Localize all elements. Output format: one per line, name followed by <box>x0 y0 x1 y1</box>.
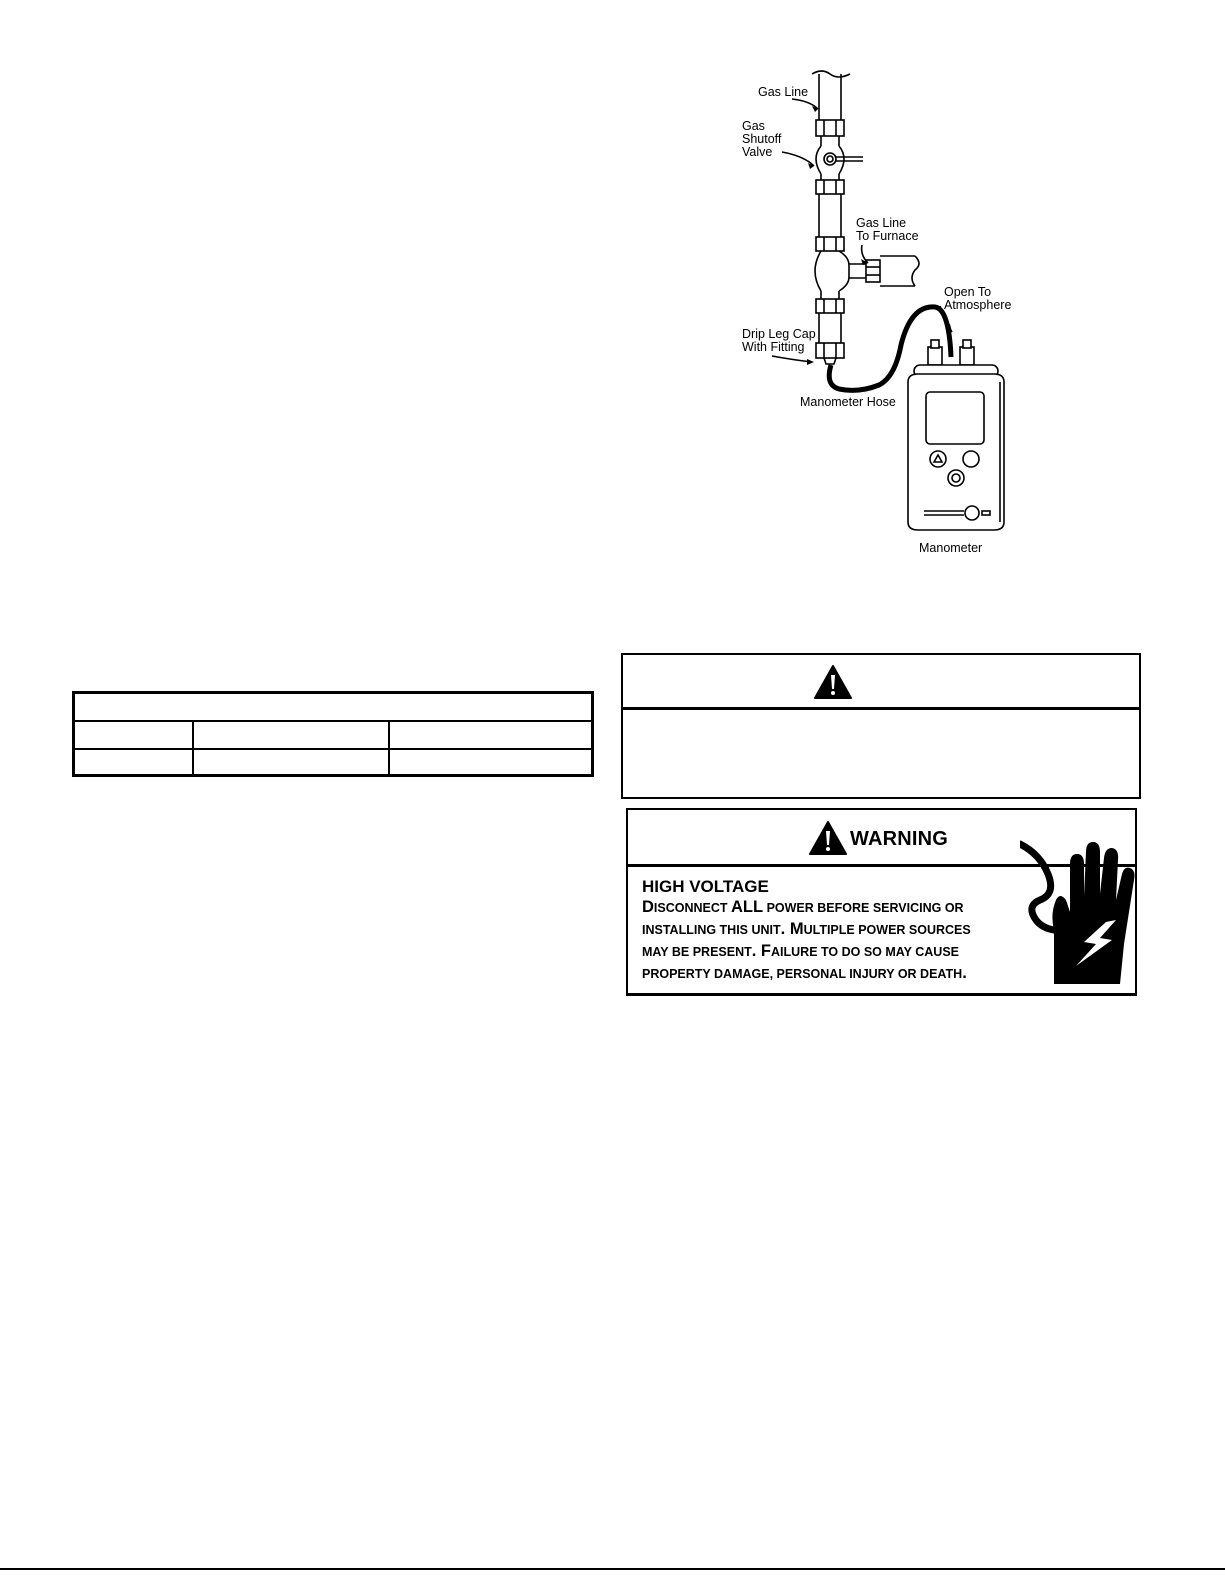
label-line: With Fitting <box>742 340 805 354</box>
warning-text: . M <box>780 920 804 938</box>
warning-text: PROPERTY DAMAGE, PERSONAL INJURY OR DEATH <box>642 967 963 981</box>
table-column-divider <box>192 721 194 774</box>
label-manometer: Manometer <box>919 541 983 555</box>
high-voltage-hand-icon <box>1020 834 1140 984</box>
manometer-gas-pressure-diagram <box>720 60 1060 560</box>
warning-text-line <box>642 898 964 917</box>
warning-text: ALL <box>731 898 764 916</box>
label-gas-shutoff-valve <box>742 120 781 159</box>
label-gas-line-to-furnace <box>856 217 919 243</box>
label-line: Gas <box>742 119 765 133</box>
label-line: Shutoff <box>742 132 782 146</box>
caution-divider <box>623 707 1139 710</box>
warning-text: D <box>642 898 654 916</box>
label-line: Drip Leg Cap <box>742 327 816 341</box>
warning-triangle-icon <box>808 820 848 856</box>
label-gas-line: Gas Line <box>758 85 809 99</box>
high-voltage-heading: HIGH VOLTAGE <box>642 877 769 896</box>
table-row <box>75 720 591 722</box>
warning-text: ULTIPLE POWER SOURCES <box>803 923 971 937</box>
data-table <box>72 691 594 777</box>
table-row <box>75 748 591 750</box>
warning-text: POWER BEFORE SERVICING OR <box>763 901 964 915</box>
label-line: Valve <box>742 145 773 159</box>
warning-text-line <box>642 964 967 983</box>
page-bottom-rule <box>0 1568 1225 1570</box>
warning-text: AILURE TO DO SO MAY CAUSE <box>771 945 960 959</box>
high-voltage-warning-box <box>626 808 1137 996</box>
label-line: Gas Line <box>856 216 907 230</box>
warning-title: WARNING <box>850 828 949 850</box>
label-line: Open To <box>944 285 992 299</box>
warning-text: . <box>962 964 967 982</box>
label-line: To Furnace <box>856 229 919 243</box>
warning-text: MAY BE PRESENT <box>642 945 752 959</box>
warning-text-line <box>642 942 959 961</box>
table-column-divider <box>388 721 390 774</box>
warning-text: INSTALLING THIS UNIT <box>642 923 781 937</box>
label-manometer-hose: Manometer Hose <box>800 395 896 409</box>
warning-text: . F <box>751 942 772 960</box>
label-open-to-atmosphere <box>944 286 1011 312</box>
warning-text: ISCONNECT <box>653 901 732 915</box>
label-drip-leg-cap <box>742 328 816 354</box>
label-line: Atmosphere <box>944 298 1012 312</box>
caution-box <box>621 653 1141 799</box>
warning-triangle-icon <box>813 664 853 700</box>
warning-text-line <box>642 920 971 939</box>
